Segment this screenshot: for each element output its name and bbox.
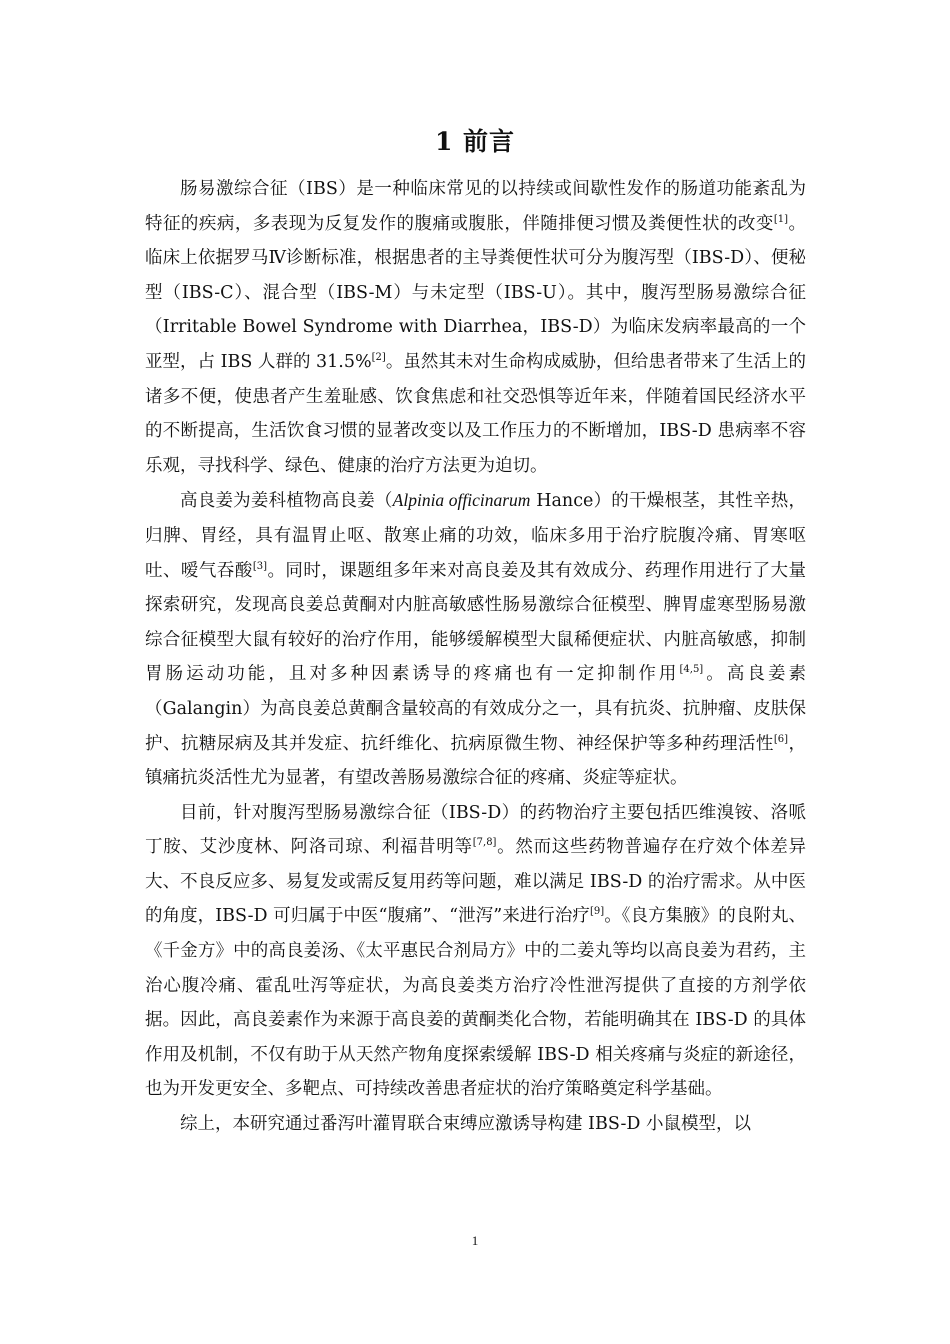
citation-ref: [7,8] [472, 837, 497, 849]
text-run: 。虽然其未对生命构成威胁，但给患者带来了生活上的诸多不便，使患者产生羞耻感、饮食焦虑和社交恐惧等近年来，伴随着国民经济水平的不断提高，生活饮食习惯的显著改变以及工作压力的不断增加，IBS-D 患病率不容乐观，寻找科学、绿色、健康的治疗方法更为迫切。 [145, 351, 807, 476]
page-number: 1 [471, 1233, 479, 1248]
citation-ref: [3] [252, 560, 267, 572]
citation-ref: [6] [773, 733, 789, 745]
text-run: 。《良方集腋》的良附丸、《千金方》中的高良姜汤、《太平惠民合剂局方》中的二姜丸等均以高良姜为君药，主治心腹冷痛、霍乱吐泻等症状，为高良姜类方治疗冷性泄泻提供了直接的方剂学依据。因此，高良姜素作为来源于高良姜的黄酮类化合物，若能明确其在 IBS-D 的具体作用及机制，不仅有助于从天然产物角度探索缓解 IBS-D 相关疼痛与炎症的新途径，也为开发更安全、多靶点、可持续改善患者症状的治疗策略奠定科学基础。 [145, 906, 806, 1100]
text-run: 。然而这些药物普遍存在疗效个体差异大、不良反应多、易复发或需反复用药等问题，难以满足 IBS-D 的治疗需求。从中医的角度，IBS-D 可归属于中医“腹痛”、“泄泻”来进行治疗 [145, 837, 807, 927]
text-run: 综上，本研究通过番泻叶灌胃联合束缚应激诱导构建 IBS-D 小鼠模型，以 [180, 1114, 751, 1135]
citation-ref: [2] [371, 351, 386, 363]
paragraph-ibs-intro [145, 172, 806, 483]
citation-ref: [9] [589, 906, 605, 918]
text-run: 。临床上依据罗马Ⅳ诊断标准，根据患者的主导粪便性状可分为腹泻型（IBS-D）、便秘型（IBS-C）、混合型（IBS-M）与未定型（IBS-U）。其中，腹泻型肠易激综合征（Irritable Bowel Syndrome with Diarrhea，IBS-D）为临床发病率最高的一个亚型，占 IBS 人群的 31.5% [145, 213, 806, 372]
latin-species-name: Alpinia officinarum [392, 490, 531, 511]
paragraph-treatment [145, 796, 806, 1107]
citation-ref: [4,5] [679, 664, 704, 676]
paragraph-summary [145, 1107, 806, 1142]
text-run: 高良姜为姜科植物高良姜（ [180, 491, 393, 512]
body-text [145, 172, 806, 1142]
paragraph-galangal [145, 483, 806, 795]
text-run: 肠易激综合征（IBS）是一种临床常见的以持续或间歇性发作的肠道功能紊乱为特征的疾病，多表现为反复发作的腹痛或腹胀，伴随排便习惯及粪便性状的改变 [145, 179, 806, 234]
citation-ref: [1] [773, 213, 789, 225]
text-run: Hance）的干燥根茎，其性辛热，归脾、胃经，具有温胃止呕、散寒止痛的功效，临床多用于治疗脘腹冷痛、胃寒呕吐、嗳气吞酸 [145, 491, 807, 581]
text-run: 目前，针对腹泻型肠易激综合征（IBS-D）的药物治疗主要包括匹维溴铵、洛哌丁胺、艾沙度林、阿洛司琼、利福昔明等 [145, 802, 806, 858]
text-run: 。同时，课题组多年来对高良姜及其有效成分、药理作用进行了大量探索研究，发现高良姜总黄酮对内脏高敏感性肠易激综合征模型、脾胃虚寒型肠易激综合征模型大鼠有较好的治疗作用，能够缓解模型大鼠稀便症状、内脏高敏感，抑制胃肠运动功能，且对多种因素诱导的疼痛也有一定抑制作用 [145, 560, 807, 685]
text-run: ，镇痛抗炎活性尤为显著，有望改善肠易激综合征的疼痛、炎症等症状。 [145, 733, 806, 789]
text-run: 。高良姜素（Galangin）为高良姜总黄酮含量较高的有效成分之一，具有抗炎、抗肿瘤、皮肤保护、抗糖尿病及其并发症、抗纤维化、抗病原微生物、神经保护等多种药理活性 [145, 664, 807, 754]
section-heading: 1 前言 [434, 127, 516, 156]
